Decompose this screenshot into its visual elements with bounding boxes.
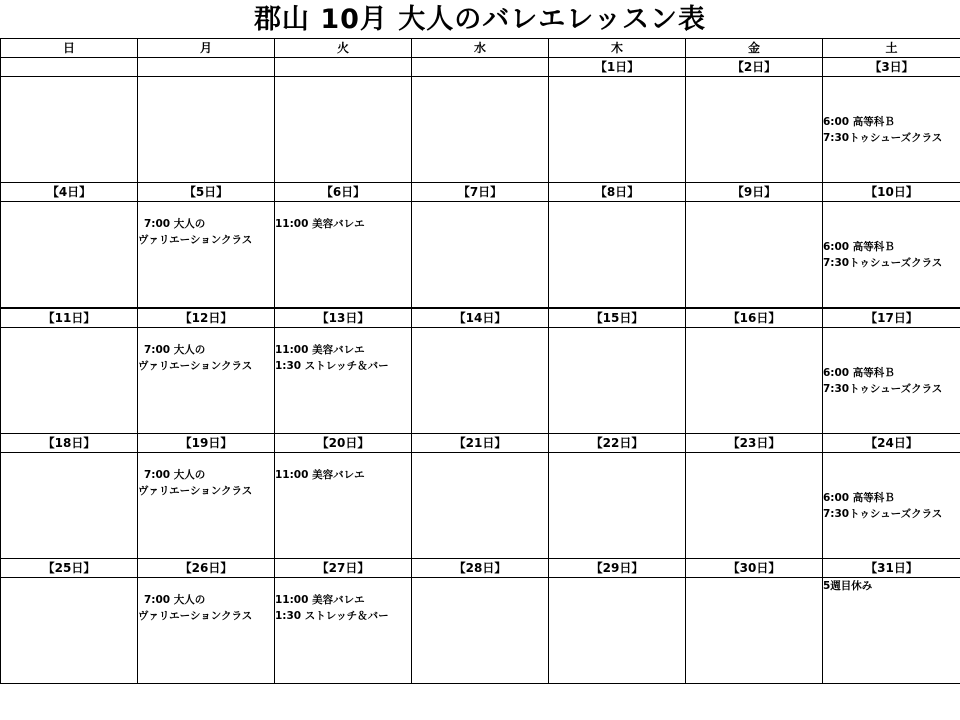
day-cell-sun bbox=[1, 202, 138, 309]
lesson-entry: 11:00 美容バレエ bbox=[275, 344, 365, 356]
date-row bbox=[1, 183, 960, 202]
day-content-row bbox=[1, 202, 960, 309]
day-cell-thu bbox=[549, 453, 686, 559]
day-cell-sat bbox=[823, 578, 960, 684]
lesson-entries bbox=[275, 328, 411, 374]
lesson-entry: ヴァリエーションクラス bbox=[138, 360, 253, 372]
lesson-entry: 7:00 大人の bbox=[144, 344, 206, 356]
lesson-entries bbox=[412, 328, 548, 342]
day-cell-tue bbox=[275, 77, 412, 183]
lesson-entries bbox=[823, 453, 960, 522]
lesson-entries bbox=[1, 77, 137, 91]
day-cell-fri bbox=[686, 77, 823, 183]
date-label-thu: 【22日】 bbox=[549, 434, 686, 453]
lesson-entry: ヴァリエーションクラス bbox=[138, 234, 253, 246]
lesson-entry: 1:30 ストレッチ＆バー bbox=[275, 610, 389, 622]
lesson-entries bbox=[138, 328, 274, 374]
lesson-entry: 6:00 高等科Ｂ bbox=[823, 241, 895, 253]
weekday-wed: 水 bbox=[412, 39, 549, 58]
lesson-entry: ヴァリエーションクラス bbox=[138, 485, 253, 497]
lesson-entry: 5週目休み bbox=[823, 580, 873, 592]
lesson-entry: 6:00 高等科Ｂ bbox=[823, 116, 895, 128]
day-cell-wed bbox=[412, 453, 549, 559]
day-cell-wed bbox=[412, 578, 549, 684]
date-row bbox=[1, 434, 960, 453]
date-label-sun: 【4日】 bbox=[1, 183, 138, 202]
day-cell-mon bbox=[138, 77, 275, 183]
date-label-sun: 【18日】 bbox=[1, 434, 138, 453]
weekday-mon: 月 bbox=[138, 39, 275, 58]
lesson-entries bbox=[412, 77, 548, 91]
weekday-fri: 金 bbox=[686, 39, 823, 58]
day-cell-sat bbox=[823, 453, 960, 559]
lesson-entries bbox=[138, 77, 274, 91]
weekday-sun: 日 bbox=[1, 39, 138, 58]
page-title: 郡山 10月 大人のバレエレッスン表 bbox=[253, 4, 707, 35]
date-label-fri: 【9日】 bbox=[686, 183, 823, 202]
lesson-entries bbox=[549, 202, 685, 216]
lesson-entry: 6:00 高等科Ｂ bbox=[823, 367, 895, 379]
date-label-fri: 【23日】 bbox=[686, 434, 823, 453]
day-cell-sun bbox=[1, 453, 138, 559]
lesson-entries bbox=[275, 453, 411, 483]
day-cell-mon bbox=[138, 202, 275, 309]
lesson-calendar bbox=[0, 38, 960, 684]
date-label-sat: 【17日】 bbox=[823, 308, 960, 328]
day-content-row bbox=[1, 77, 960, 183]
date-label-sun: 【11日】 bbox=[1, 308, 138, 328]
calendar-body bbox=[1, 58, 960, 684]
date-label-mon: 【5日】 bbox=[138, 183, 275, 202]
date-label-mon: 【19日】 bbox=[138, 434, 275, 453]
lesson-entries bbox=[1, 578, 137, 592]
date-label-thu: 【15日】 bbox=[549, 308, 686, 328]
day-cell-tue bbox=[275, 328, 412, 434]
lesson-entries bbox=[412, 453, 548, 467]
lesson-entry: 11:00 美容バレエ bbox=[275, 469, 365, 481]
date-label-sat: 【31日】 bbox=[823, 559, 960, 578]
lesson-entry: 7:00 大人の bbox=[144, 594, 206, 606]
date-label-wed bbox=[412, 58, 549, 77]
day-cell-thu bbox=[549, 77, 686, 183]
date-label-tue: 【6日】 bbox=[275, 183, 412, 202]
lesson-entries bbox=[275, 202, 411, 232]
date-row bbox=[1, 58, 960, 77]
day-cell-tue bbox=[275, 202, 412, 309]
lesson-entries bbox=[823, 328, 960, 397]
day-cell-mon bbox=[138, 578, 275, 684]
lesson-entries bbox=[823, 578, 960, 594]
date-label-thu: 【8日】 bbox=[549, 183, 686, 202]
day-cell-mon bbox=[138, 453, 275, 559]
lesson-entries bbox=[549, 328, 685, 342]
lesson-entries bbox=[549, 578, 685, 592]
date-label-wed: 【28日】 bbox=[412, 559, 549, 578]
lesson-entries bbox=[1, 453, 137, 467]
day-cell-sat bbox=[823, 202, 960, 309]
lesson-entry: 11:00 美容バレエ bbox=[275, 218, 365, 230]
day-cell-wed bbox=[412, 77, 549, 183]
date-label-tue: 【20日】 bbox=[275, 434, 412, 453]
lesson-entries bbox=[412, 578, 548, 592]
date-label-fri: 【30日】 bbox=[686, 559, 823, 578]
lesson-entries bbox=[412, 202, 548, 216]
lesson-entries bbox=[138, 453, 274, 499]
day-cell-fri bbox=[686, 202, 823, 309]
day-cell-wed bbox=[412, 328, 549, 434]
lesson-entry: 7:30トゥシューズクラス bbox=[823, 508, 943, 520]
date-label-mon: 【12日】 bbox=[138, 308, 275, 328]
day-cell-sun bbox=[1, 578, 138, 684]
date-label-wed: 【21日】 bbox=[412, 434, 549, 453]
date-label-thu: 【29日】 bbox=[549, 559, 686, 578]
date-label-sun: 【25日】 bbox=[1, 559, 138, 578]
day-cell-fri bbox=[686, 453, 823, 559]
day-content-row bbox=[1, 328, 960, 434]
day-cell-sat bbox=[823, 328, 960, 434]
lesson-entries bbox=[1, 202, 137, 216]
date-label-tue bbox=[275, 58, 412, 77]
day-cell-sat bbox=[823, 77, 960, 183]
lesson-entry: 7:30トゥシューズクラス bbox=[823, 383, 943, 395]
lesson-entries bbox=[823, 202, 960, 271]
lesson-entries bbox=[138, 202, 274, 248]
date-label-fri: 【2日】 bbox=[686, 58, 823, 77]
date-label-tue: 【27日】 bbox=[275, 559, 412, 578]
lesson-entries bbox=[549, 77, 685, 91]
lesson-entries bbox=[686, 328, 822, 342]
lesson-entry: ヴァリエーションクラス bbox=[138, 610, 253, 622]
lesson-entry: 7:30トゥシューズクラス bbox=[823, 257, 943, 269]
date-label-tue: 【13日】 bbox=[275, 308, 412, 328]
date-label-sat: 【3日】 bbox=[823, 58, 960, 77]
date-label-fri: 【16日】 bbox=[686, 308, 823, 328]
day-cell-thu bbox=[549, 578, 686, 684]
date-label-wed: 【14日】 bbox=[412, 308, 549, 328]
weekday-sat: 土 bbox=[823, 39, 960, 58]
lesson-entries bbox=[686, 202, 822, 216]
day-content-row bbox=[1, 453, 960, 559]
date-row bbox=[1, 308, 960, 328]
lesson-entries bbox=[275, 77, 411, 91]
lesson-entries bbox=[138, 578, 274, 624]
day-content-row bbox=[1, 578, 960, 684]
lesson-entries bbox=[686, 453, 822, 467]
date-label-wed: 【7日】 bbox=[412, 183, 549, 202]
date-label-sat: 【10日】 bbox=[823, 183, 960, 202]
lesson-entry: 7:00 大人の bbox=[144, 469, 206, 481]
day-cell-sun bbox=[1, 77, 138, 183]
date-label-sun bbox=[1, 58, 138, 77]
day-cell-fri bbox=[686, 328, 823, 434]
weekday-thu: 木 bbox=[549, 39, 686, 58]
lesson-entries bbox=[686, 578, 822, 592]
weekday-tue: 火 bbox=[275, 39, 412, 58]
weekday-header-row bbox=[1, 39, 960, 58]
day-cell-tue bbox=[275, 453, 412, 559]
day-cell-tue bbox=[275, 578, 412, 684]
lesson-entries bbox=[549, 453, 685, 467]
day-cell-sun bbox=[1, 328, 138, 434]
day-cell-thu bbox=[549, 202, 686, 309]
lesson-entries bbox=[1, 328, 137, 342]
date-label-thu: 【1日】 bbox=[549, 58, 686, 77]
lesson-entry: 1:30 ストレッチ＆バー bbox=[275, 360, 389, 372]
date-label-mon bbox=[138, 58, 275, 77]
lesson-entries bbox=[823, 77, 960, 146]
day-cell-wed bbox=[412, 202, 549, 309]
day-cell-mon bbox=[138, 328, 275, 434]
lesson-entries bbox=[686, 77, 822, 91]
lesson-entry: 6:00 高等科Ｂ bbox=[823, 492, 895, 504]
date-row bbox=[1, 559, 960, 578]
lesson-entries bbox=[275, 578, 411, 624]
lesson-entry: 11:00 美容バレエ bbox=[275, 594, 365, 606]
date-label-mon: 【26日】 bbox=[138, 559, 275, 578]
date-label-sat: 【24日】 bbox=[823, 434, 960, 453]
lesson-entry: 7:00 大人の bbox=[144, 218, 206, 230]
day-cell-thu bbox=[549, 328, 686, 434]
day-cell-fri bbox=[686, 578, 823, 684]
lesson-entry: 7:30トゥシューズクラス bbox=[823, 132, 943, 144]
